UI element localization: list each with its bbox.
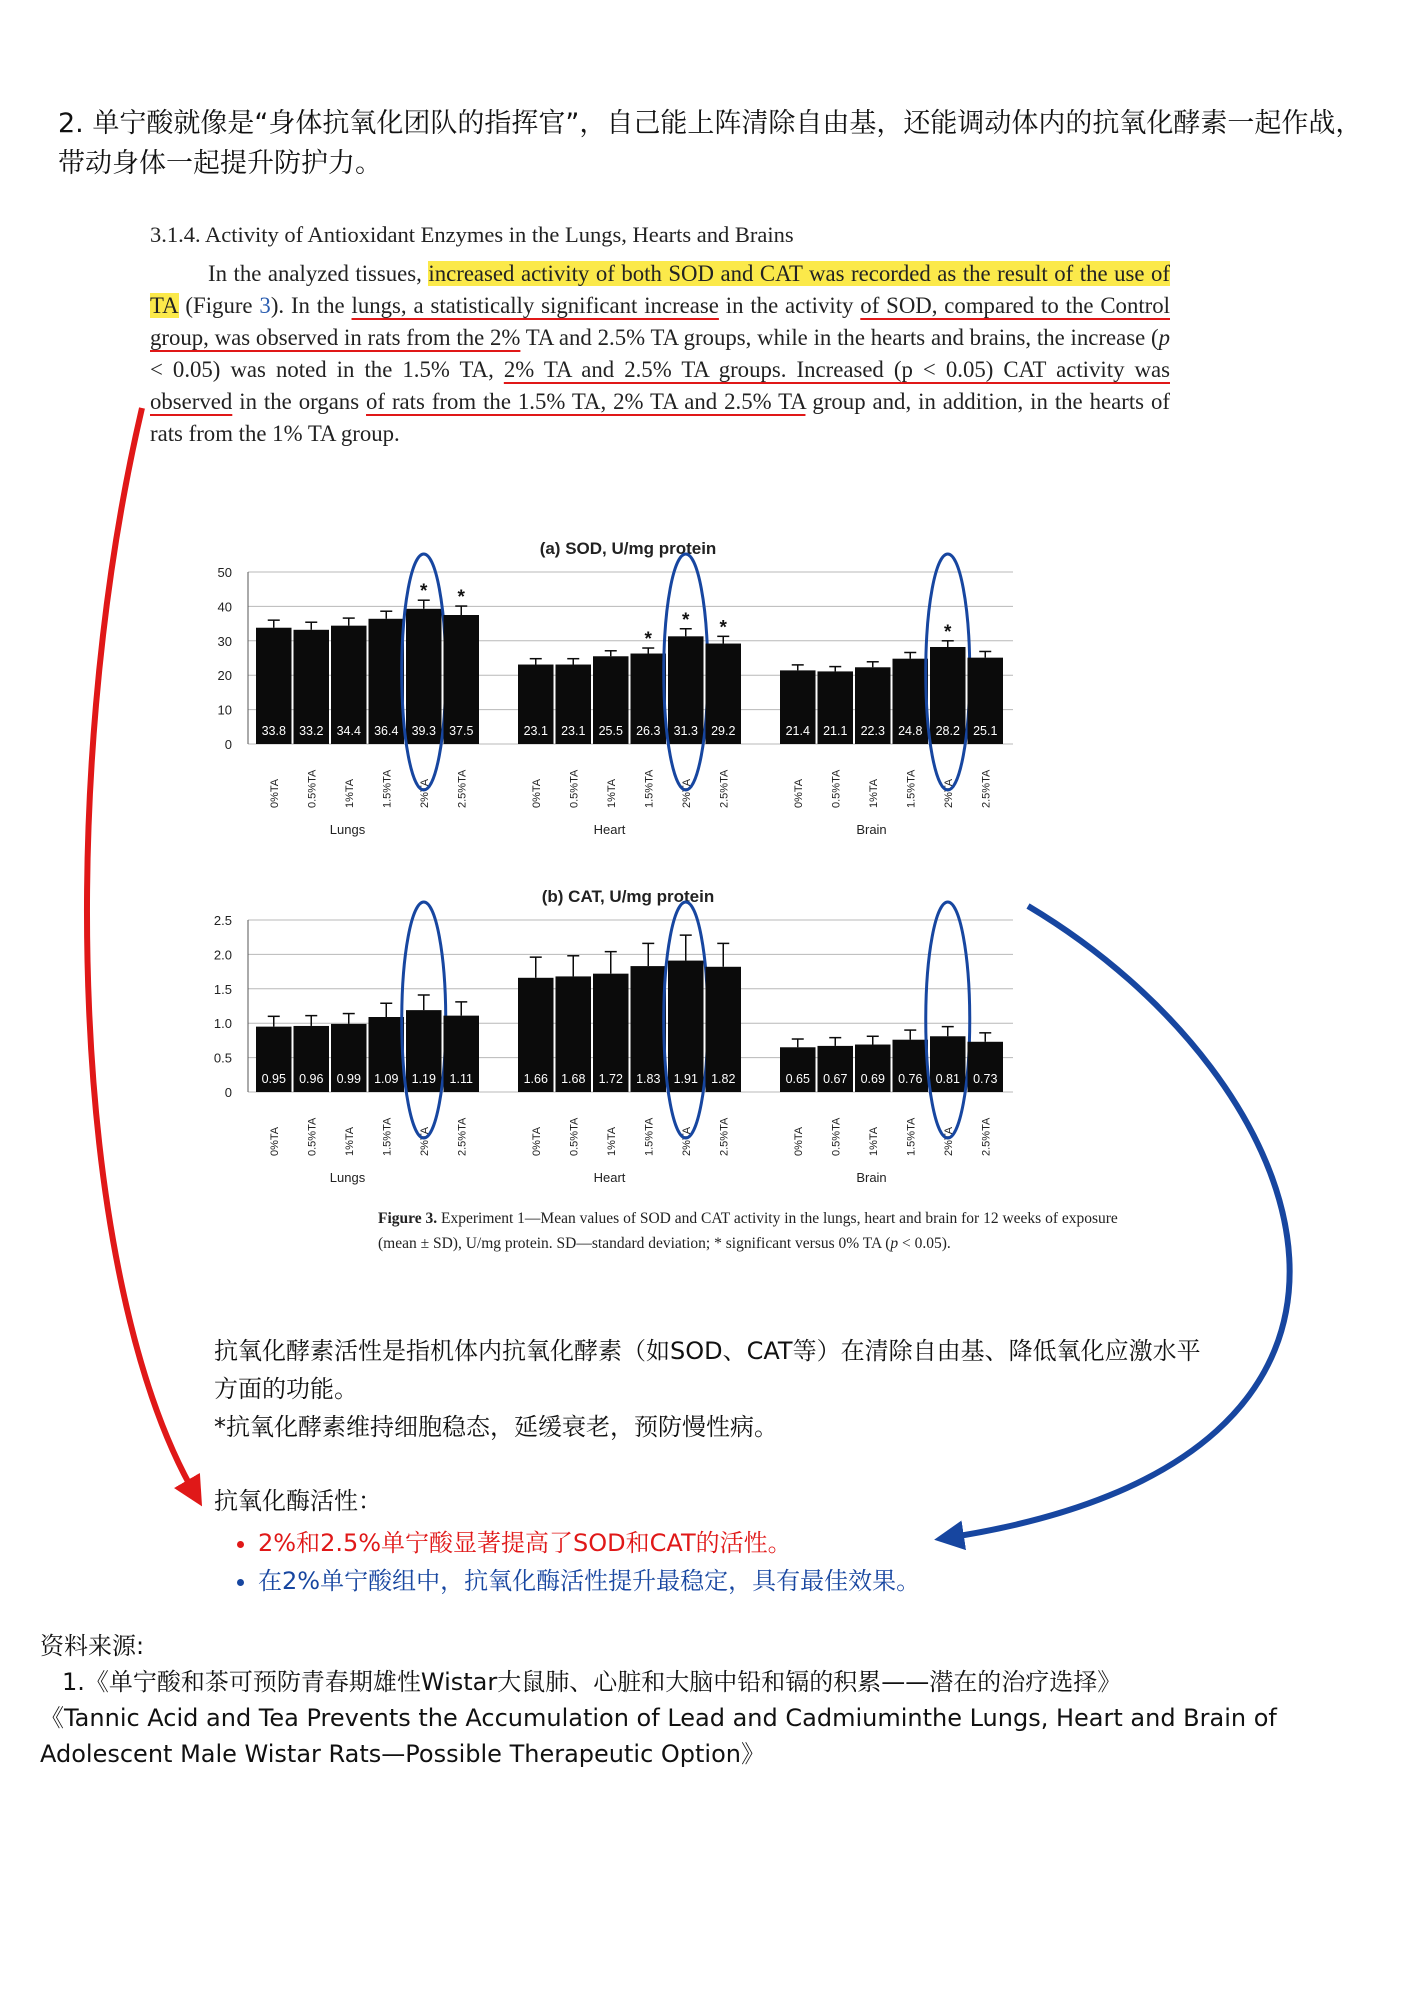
x-tick-label: 1%TA xyxy=(867,778,880,808)
y-tick-label: 0 xyxy=(224,737,232,752)
paper-text: in the activity xyxy=(718,293,861,318)
x-tick-label: 1%TA xyxy=(343,778,356,808)
group-label: Heart xyxy=(593,822,626,837)
x-tick-label: 0%TA xyxy=(530,1126,543,1156)
paper-text: group and, in addition, in the hearts of rats from the 1% TA group. xyxy=(150,389,1170,446)
data-label: 0.81 xyxy=(935,1072,960,1086)
underlined-text: of rats from the 1.5% TA, 2% TA and 2.5% TA xyxy=(366,389,806,414)
significance-star: * xyxy=(420,581,428,603)
caption-label: Figure 3. xyxy=(378,1210,438,1227)
group-label: Heart xyxy=(593,1170,626,1185)
paper-text: in the organs xyxy=(232,389,367,414)
x-tick-label: 1%TA xyxy=(867,1126,880,1156)
x-tick-label: 2%TA xyxy=(942,1126,955,1156)
y-tick-label: 10 xyxy=(217,702,232,718)
data-label: 33.8 xyxy=(261,724,286,738)
source-label: 资料来源: xyxy=(40,1632,145,1660)
data-label: 1.91 xyxy=(673,1072,698,1086)
data-label: 26.3 xyxy=(636,724,661,738)
data-label: 21.4 xyxy=(785,724,810,738)
x-tick-label: 1%TA xyxy=(605,1126,618,1156)
caption-text: Experiment 1—Mean values of SOD and CAT activity in the lungs, heart and brain for 12 weeks of exposure (mean ± SD), U/mg protein. SD—standard deviation; * significant versus 0% TA ( xyxy=(378,1210,1118,1252)
x-tick-label: 2.5%TA xyxy=(456,1117,469,1156)
y-tick-label: 30 xyxy=(217,633,232,649)
paper-section-title: 3.1.4. Activity of Antioxidant Enzymes in the Lungs, Hearts and Brains xyxy=(150,222,794,247)
x-tick-label: 0%TA xyxy=(792,1126,805,1156)
data-label: 1.19 xyxy=(411,1072,436,1086)
data-label: 1.83 xyxy=(636,1072,661,1086)
x-tick-label: 1.5%TA xyxy=(381,1117,394,1156)
data-label: 0.96 xyxy=(299,1072,324,1086)
caption-text-italic: p xyxy=(890,1235,899,1252)
group-label: Lungs xyxy=(329,822,366,837)
x-tick-label: 0.5%TA xyxy=(830,769,843,808)
data-label: 34.4 xyxy=(336,724,361,738)
y-tick-label: 2.5 xyxy=(213,913,232,928)
activity-title: 抗氧化酶活性： xyxy=(214,1487,382,1515)
activity-list xyxy=(214,1524,1314,1600)
x-tick-label: 2%TA xyxy=(418,1126,431,1156)
source-item-en: 《Tannic Acid and Tea Prevents the Accumulation of Lead and Cadmiuminthe Lungs, Heart and Brain of Adolescent Male Wistar Rats—Possible Therapeutic Option》 xyxy=(40,1704,1277,1768)
x-tick-label: 2.5%TA xyxy=(456,769,469,808)
paper-text: (Figure xyxy=(178,293,260,318)
underlined-text: of SOD, compared to the Control group, was observed in rats from the 2% xyxy=(150,293,1170,350)
data-label: 0.73 xyxy=(973,1072,998,1086)
data-label: 0.95 xyxy=(261,1072,286,1086)
significance-star: * xyxy=(644,629,652,651)
x-tick-label: 0.5%TA xyxy=(830,1117,843,1156)
data-label: 24.8 xyxy=(898,724,923,738)
y-tick-label: 0 xyxy=(224,1085,232,1100)
x-tick-label: 2%TA xyxy=(942,778,955,808)
x-tick-label: 0.5%TA xyxy=(306,1117,319,1156)
data-label: 1.68 xyxy=(561,1072,586,1086)
significance-star: * xyxy=(457,587,465,609)
x-tick-label: 0.5%TA xyxy=(306,769,319,808)
data-label: 29.2 xyxy=(711,724,736,738)
y-tick-label: 0.5 xyxy=(213,1050,232,1066)
source-item-cn: 1.《单宁酸和茶可预防青春期雄性Wistar大鼠肺、心脏和大脑中铅和镉的积累——潜在的治疗选择》 xyxy=(62,1668,1122,1696)
paper-text: In the analyzed tissues, xyxy=(208,261,429,286)
y-tick-label: 20 xyxy=(217,668,232,684)
x-tick-label: 0%TA xyxy=(792,778,805,808)
x-tick-label: 1%TA xyxy=(605,778,618,808)
data-label: 37.5 xyxy=(449,724,474,738)
y-tick-label: 1.0 xyxy=(213,1016,232,1032)
data-label: 0.69 xyxy=(860,1072,885,1086)
data-label: 31.3 xyxy=(673,724,698,738)
group-label: Brain xyxy=(856,822,887,837)
x-tick-label: 2%TA xyxy=(680,1126,693,1156)
activity-bullet-blue: • 在2%单宁酸组中，抗氧化酶活性提升最稳定，具有最佳效果。 xyxy=(258,1562,1314,1600)
section-heading: 2. 单宁酸就像是“身体抗氧化团队的指挥官”，自己能上阵清除自由基，还能调动体内的抗氧化酵素一起作战，带动身体一起提升防护力。 xyxy=(58,108,1363,179)
x-tick-label: 0%TA xyxy=(268,1126,281,1156)
explanation-line: 抗氧化酵素活性是指机体内抗氧化酵素（如SOD、CAT等）在清除自由基、降低氧化应激水平方面的功能。 xyxy=(214,1337,1201,1403)
data-label: 25.1 xyxy=(973,724,998,738)
data-label: 36.4 xyxy=(374,724,399,738)
paper-text-italic: p xyxy=(1158,325,1170,350)
x-tick-label: 1.5%TA xyxy=(643,769,656,808)
explanation-block xyxy=(214,1332,1214,1446)
x-tick-label: 0.5%TA xyxy=(568,769,581,808)
x-tick-label: 1%TA xyxy=(343,1126,356,1156)
data-label: 1.82 xyxy=(711,1072,736,1086)
chart-title: (a) SOD, U/mg protein xyxy=(539,539,717,558)
y-tick-label: 40 xyxy=(217,599,232,615)
highlighted-text: increased activity of both SOD and CAT was recorded as the result of the use of TA xyxy=(150,261,1170,318)
x-tick-label: 2.5%TA xyxy=(980,769,993,808)
data-label: 1.72 xyxy=(598,1072,623,1086)
data-label: 23.1 xyxy=(523,724,548,738)
data-label: 28.2 xyxy=(935,724,960,738)
paper-text: TA and 2.5% TA groups, while in the hearts and brains, the increase ( xyxy=(520,325,1159,350)
y-tick-label: 2.0 xyxy=(213,947,232,963)
y-tick-label: 1.5 xyxy=(213,981,232,997)
x-tick-label: 1.5%TA xyxy=(905,769,918,808)
x-tick-label: 2.5%TA xyxy=(980,1117,993,1156)
figure-reference-link[interactable]: 3 xyxy=(259,293,271,318)
data-label: 0.99 xyxy=(336,1072,361,1086)
data-label: 39.3 xyxy=(411,724,436,738)
group-label: Brain xyxy=(856,1170,887,1185)
x-tick-label: 2%TA xyxy=(418,778,431,808)
data-label: 1.66 xyxy=(523,1072,548,1086)
x-tick-label: 0%TA xyxy=(530,778,543,808)
x-tick-label: 0%TA xyxy=(268,778,281,808)
data-label: 22.3 xyxy=(860,724,885,738)
paper-text: ). In the xyxy=(270,293,352,318)
x-tick-label: 2%TA xyxy=(680,778,693,808)
underlined-text: 2% TA and 2.5% TA groups. Increased (p < 0.05) CAT activity was observed xyxy=(150,357,1170,414)
data-label: 0.76 xyxy=(898,1072,923,1086)
data-label: 1.09 xyxy=(374,1072,399,1086)
data-label: 0.67 xyxy=(823,1072,848,1086)
x-tick-label: 2.5%TA xyxy=(718,1117,731,1156)
y-tick-label: 50 xyxy=(217,565,232,580)
significance-star: * xyxy=(682,609,690,631)
underlined-text: lungs, a statistically significant increase xyxy=(351,293,719,318)
x-tick-label: 1.5%TA xyxy=(905,1117,918,1156)
significance-star: * xyxy=(719,617,727,639)
red-arrow xyxy=(87,408,196,1496)
caption-text: < 0.05). xyxy=(898,1235,951,1252)
x-tick-label: 0.5%TA xyxy=(568,1117,581,1156)
group-label: Lungs xyxy=(329,1170,366,1185)
significance-star: * xyxy=(944,621,952,643)
activity-summary xyxy=(214,1482,1314,1600)
data-label: 21.1 xyxy=(823,724,848,738)
x-tick-label: 1.5%TA xyxy=(643,1117,656,1156)
x-tick-label: 2.5%TA xyxy=(718,769,731,808)
data-label: 33.2 xyxy=(299,724,324,738)
data-label: 25.5 xyxy=(598,724,623,738)
chart-title: (b) CAT, U/mg protein xyxy=(541,887,715,906)
activity-bullet-red: • 2%和2.5%单宁酸显著提高了SOD和CAT的活性。 xyxy=(258,1524,1314,1562)
data-label: 0.65 xyxy=(785,1072,810,1086)
paper-text: < 0.05) was noted in the 1.5% TA, xyxy=(150,357,504,382)
data-label: 1.11 xyxy=(449,1072,473,1086)
x-tick-label: 1.5%TA xyxy=(381,769,394,808)
source-section xyxy=(40,1628,1380,1772)
data-label: 23.1 xyxy=(561,724,586,738)
explanation-note: *抗氧化酵素维持细胞稳态，延缓衰老，预防慢性病。 xyxy=(214,1413,778,1441)
